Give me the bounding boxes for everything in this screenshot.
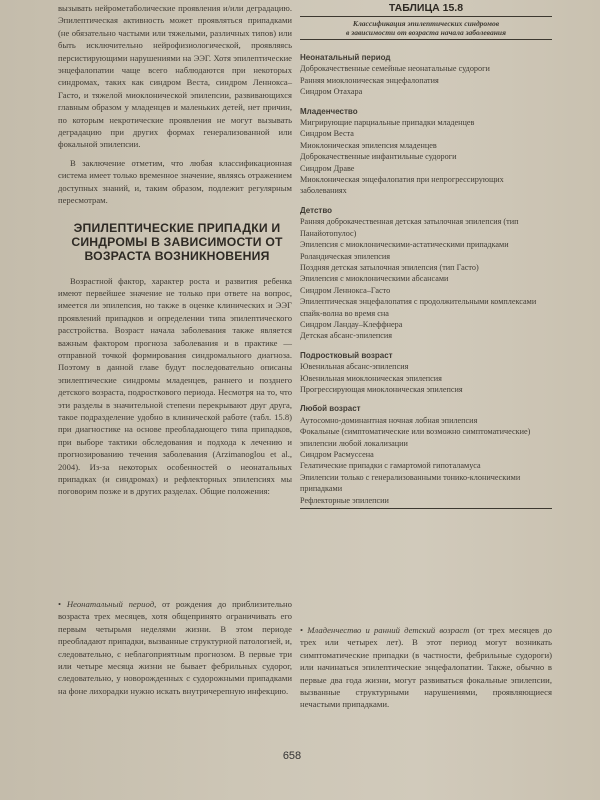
- table-row: Доброкачественные инфантильные судороги: [300, 152, 457, 162]
- table-row: Роландическая эпилепсия: [300, 251, 391, 261]
- table-row: Синдром Драве: [300, 163, 355, 173]
- table-row: Ранняя доброкачественная детская затылочная эпилепсия (тип Панайотопулос): [300, 217, 519, 238]
- table-row: Синдром Веста: [300, 129, 354, 139]
- bullet-mark: •: [58, 599, 67, 609]
- bullet-text: , от рождения до приблизительно возраста трех месяцев, хотя общепринято ограничивать его первым четырьмя неделями жизни. В этом периоде преобладают припадки, вызванные структурной патологией, и, следовательно, с неблагоприятным прогнозом. В первые три или четыре месяца жизни не бывает фебрильных судорог, следовательно, у новорожденных с судорожными припадками на фоне лихорадки нужно искать внутричерепную инфекцию.: [58, 599, 293, 696]
- table-row: Синдром Ландау–Клеффнера: [300, 319, 403, 329]
- table-15-8: [300, 2, 552, 509]
- table-section: [300, 350, 552, 396]
- section-title: Детство: [300, 205, 333, 215]
- section-title: Неонатальный период: [300, 53, 391, 62]
- bullet-infancy: [300, 624, 552, 711]
- paragraph-1: вызывать нейрометаболические проявления и/или деградацию. Эпилептическая активность может проявляться припадками (не обязательно частыми или тяжелыми, различных типов) или быть исключительно нейрофизиологической, проявляясь персистирующими нарушениями на ЭЭГ. Хотя эпилептические энцефалопатии чаще всего наблюдаются при некоторых синдромах, таких как синдром Веста, синдром Леннокса–Гасто, и тяжелой миоклонической эпилепсии, развивающихся главным образом у младенцев и маленьких детей, нет причин, по которым некротические проявления не могут вызывать деградацию при других формах генерализованной или фокальной эпилепсии.: [58, 3, 292, 150]
- table-row: Аутосомно-доминантная ночная лобная эпилепсия: [300, 415, 478, 425]
- table-row: Прогрессирующая миоклоническая эпилепсия: [300, 384, 463, 394]
- section-heading: ЭПИЛЕПТИЧЕСКИЕ ПРИПАДКИ И СИНДРОМЫ В ЗАВИСИМОСТИ ОТ ВОЗРАСТА ВОЗНИКНОВЕНИЯ: [71, 220, 283, 263]
- table-body: [300, 40, 552, 509]
- table-row: Синдром Расмуссена: [300, 450, 374, 459]
- bullet-label: Неонатальный период: [66, 599, 155, 609]
- table-row: Мигрирующие парциальные припадки младенцев: [300, 118, 475, 128]
- table-row: Эпилепсия с миоклоническими-астатическими припадками: [300, 240, 509, 250]
- table-row: Миоклоническая энцефалопатия при непрогрессирующих заболеваниях: [300, 175, 504, 196]
- table-row: Доброкачественные семейные неонатальные судороги: [300, 64, 490, 74]
- table-row: Синдром Отахара: [300, 87, 363, 97]
- bullet-neonatal: [58, 598, 292, 697]
- table-row: Синдром Леннокса–Гасто: [300, 285, 391, 295]
- table-bottom-rule: [300, 508, 552, 509]
- table-row: Ранняя миоклоническая энцефалопатия: [300, 75, 439, 85]
- table-row: Гелатические припадки с гамартомой гипоталамуса: [300, 461, 481, 471]
- paragraph-2: В заключение отметим, что любая классификационная система имеет только временное значение, являясь отражением доступных знаний, и, таким образом, подлежит регулярным пересмотрам.: [58, 157, 292, 206]
- table-row: Рефлекторные эпилепсии: [300, 495, 389, 505]
- table-row: Миоклоническая эпилепсия младенцев: [300, 140, 437, 150]
- table-section: [300, 52, 552, 98]
- table-section: [300, 106, 552, 197]
- table-row: Фокальные (симптоматические или возможно симптоматические) эпилепсии любой локализации: [300, 427, 531, 448]
- section-title: Подростковый возраст: [300, 350, 393, 360]
- section-title: Любой возраст: [300, 404, 361, 414]
- bullet-label: Младенчество и ранний детский возраст: [307, 625, 470, 635]
- table-subtitle: [300, 17, 552, 40]
- table-subtitle-line1: Классификация эпилептических синдромов: [352, 19, 500, 28]
- table-subtitle-line2: в зависимости от возраста начала заболевания: [346, 28, 506, 37]
- page-number: 658: [282, 750, 302, 762]
- table-section: [300, 205, 552, 342]
- table-row: Ювенильная абсанс-эпилепсия: [300, 362, 409, 372]
- table-row: Эпилепсии только с генерализованными тонико-клоническими припадками: [300, 472, 521, 494]
- table-title: ТАБЛИЦА 15.8: [300, 2, 552, 17]
- table-section: [300, 403, 552, 506]
- table-row: Эпилепсия с миоклоническими абсансами: [300, 274, 449, 284]
- table-row: Детская абсанс-эпилепсия: [300, 331, 393, 341]
- table-row: Поздняя детская затылочная эпилепсия (тип Гасто): [300, 262, 479, 272]
- table-row: Ювенильная миоклоническая эпилепсия: [300, 373, 442, 383]
- bullet-mark: •: [300, 625, 308, 635]
- table-row: Эпилептическая энцефалопатия с продолжительными комплексами спайк-волна во время сна: [300, 297, 537, 318]
- paragraph-3: Возрастной фактор, характер роста и развития ребенка имеют первейшее значение не только при ответе на вопрос, имеется ли эпилепсия, но также в оценке клинических и ЭЭГ проявлений припадков и определении типа эпилептического расстройства. Возраст начала заболевания также является важным фактором прогноза заболевания и в практике — отправной точкой формирования синдромального диагноза. Поэтому в данной главе будут последовательно описаны эпилептические синдромы младенцев, раннего и позднего детского возраста, подросткового периода. Несмотря на то, что эти разделы в значительной степени перекрывают друг друга, такое подразделение удобно в клинической работе (табл. 15.8) при диагностике на основе преобладающего типа припадков, при выборе тактики обследования и подхода к лечению и прогнозированию течения заболевания (Arzimanoglou et al., 2004). Из-за некоторых особенностей о неонатальных припадках (и синдромах) и рефлекторных эпилепсиях мы поговорим позже и в других разделах. Общие положения:: [58, 275, 292, 497]
- bullet-text: (от трех месяцев до трех или четырех лет). В этот период могут возникать симптоматические припадки (в частности, фебрильные судороги) или начинаться эпилептические энцефалопатии. Также, обычно в первые два года жизни, могут развиваться фокальные эпилепсии, вызванные структурными нарушениями, проявляющиеся нечастыми припадками.: [300, 625, 553, 710]
- section-title: Младенчество: [300, 106, 358, 116]
- left-column: [58, 2, 292, 504]
